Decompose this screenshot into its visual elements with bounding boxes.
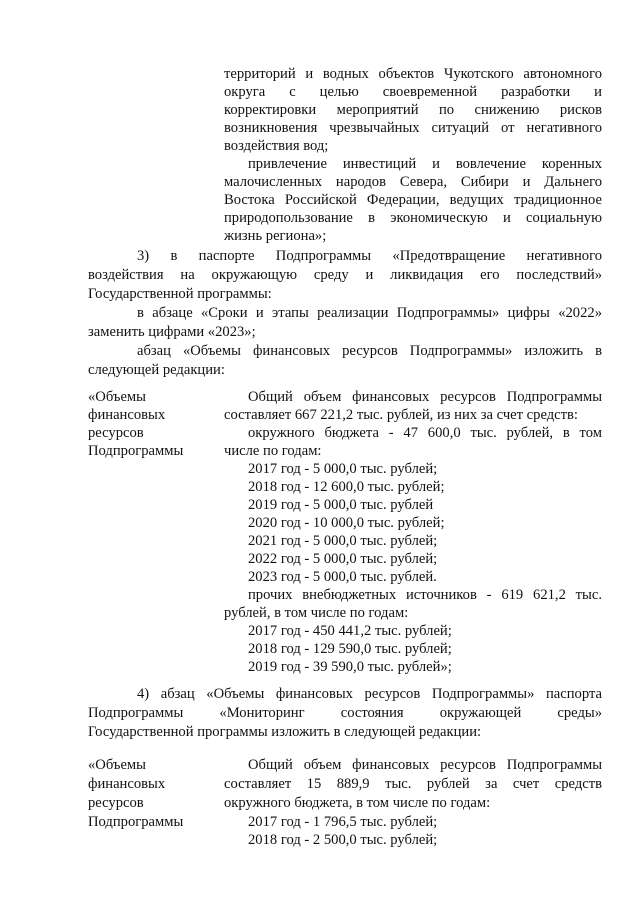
text-line: природопользование в экономическую и социальную xyxy=(224,210,602,226)
table-text-line: составляет 15 889,9 тыс. рублей за счет средств xyxy=(224,776,602,792)
table-text-line: прочих внебюджетных источников - 619 621,2 тыс. xyxy=(248,587,602,603)
paragraph-line: Подпрограммы «Мониторинг состояния окружающей среды» xyxy=(88,705,602,721)
table-text-line: Общий объем финансовых ресурсов Подпрограммы xyxy=(248,389,602,405)
paragraph-line: 4) абзац «Объемы финансовых ресурсов Подпрограммы» паспорта xyxy=(137,686,602,702)
table-label-line: финансовых xyxy=(88,776,166,792)
table-text-line: 2022 год - 5 000,0 тыс. рублей; xyxy=(248,551,438,567)
table-text-line: рублей, в том числе по годам: xyxy=(224,605,409,621)
table-text-line: 2018 год - 12 600,0 тыс. рублей; xyxy=(248,479,445,495)
table-text-line: 2021 год - 5 000,0 тыс. рублей; xyxy=(248,533,438,549)
table-text-line: составляет 667 221,2 тыс. рублей, из них за счет средств: xyxy=(224,407,578,423)
text-line: округа с целью своевременной разработки и xyxy=(224,84,602,100)
paragraph-line: абзац «Объемы финансовых ресурсов Подпрограммы» изложить в xyxy=(137,343,602,359)
table-text-line: 2019 год - 5 000,0 тыс. рублей xyxy=(248,497,434,513)
table-label-line: финансовых xyxy=(88,407,166,423)
paragraph-line: следующей редакции: xyxy=(88,362,225,378)
paragraph-line: Государственной программы изложить в следующей редакции: xyxy=(88,724,482,740)
text-line: возникновения чрезвычайных ситуаций от негативного xyxy=(224,120,602,136)
table-text-line: 2017 год - 1 796,5 тыс. рублей; xyxy=(248,814,438,830)
text-line: привлечение инвестиций и вовлечение коренных xyxy=(248,156,602,172)
table-text-line: 2018 год - 2 500,0 тыс. рублей; xyxy=(248,832,438,848)
paragraph-line: воздействия на окружающую среду и ликвидация его последствий» xyxy=(88,267,602,283)
table-label-line: ресурсов xyxy=(88,425,144,441)
paragraph-line: в абзаце «Сроки и этапы реализации Подпрограммы» цифры «2022» xyxy=(137,305,602,321)
table-text-line: 2018 год - 129 590,0 тыс. рублей; xyxy=(248,641,452,657)
text-line: Востока Российской Федерации, ведущих традиционное xyxy=(224,192,602,208)
text-line: корректировки мероприятий по снижению рисков xyxy=(224,102,602,118)
text-line: воздействия вод; xyxy=(224,138,329,154)
text-line: территорий и водных объектов Чукотского автономного xyxy=(224,66,602,82)
paragraph-line: 3) в паспорте Подпрограммы «Предотвращение негативного xyxy=(137,248,602,264)
text-line: жизнь региона»; xyxy=(224,228,327,244)
table-text-line: 2017 год - 450 441,2 тыс. рублей; xyxy=(248,623,452,639)
table-text-line: окружного бюджета - 47 600,0 тыс. рублей, в том xyxy=(248,425,602,441)
table-label-line: ресурсов xyxy=(88,795,144,811)
table-label-line: Подпрограммы xyxy=(88,443,184,459)
table-text-line: Общий объем финансовых ресурсов Подпрограммы xyxy=(248,757,602,773)
text-line: малочисленных народов Севера, Сибири и Дальнего xyxy=(224,174,602,190)
table-text-line: числе по годам: xyxy=(224,443,322,459)
table-text-line: 2017 год - 5 000,0 тыс. рублей; xyxy=(248,461,438,477)
table-text-line: 2023 год - 5 000,0 тыс. рублей. xyxy=(248,569,437,585)
table-label-line: «Объемы xyxy=(88,757,146,773)
paragraph-line: заменить цифрами «2023»; xyxy=(88,324,256,340)
table-text-line: 2019 год - 39 590,0 тыс. рублей»; xyxy=(248,659,452,675)
paragraph-line: Государственной программы: xyxy=(88,286,272,302)
table-text-line: 2020 год - 10 000,0 тыс. рублей; xyxy=(248,515,445,531)
table-label-line: Подпрограммы xyxy=(88,814,184,830)
table-label-line: «Объемы xyxy=(88,389,146,405)
table-text-line: окружного бюджета, в том числе по годам: xyxy=(224,795,491,811)
